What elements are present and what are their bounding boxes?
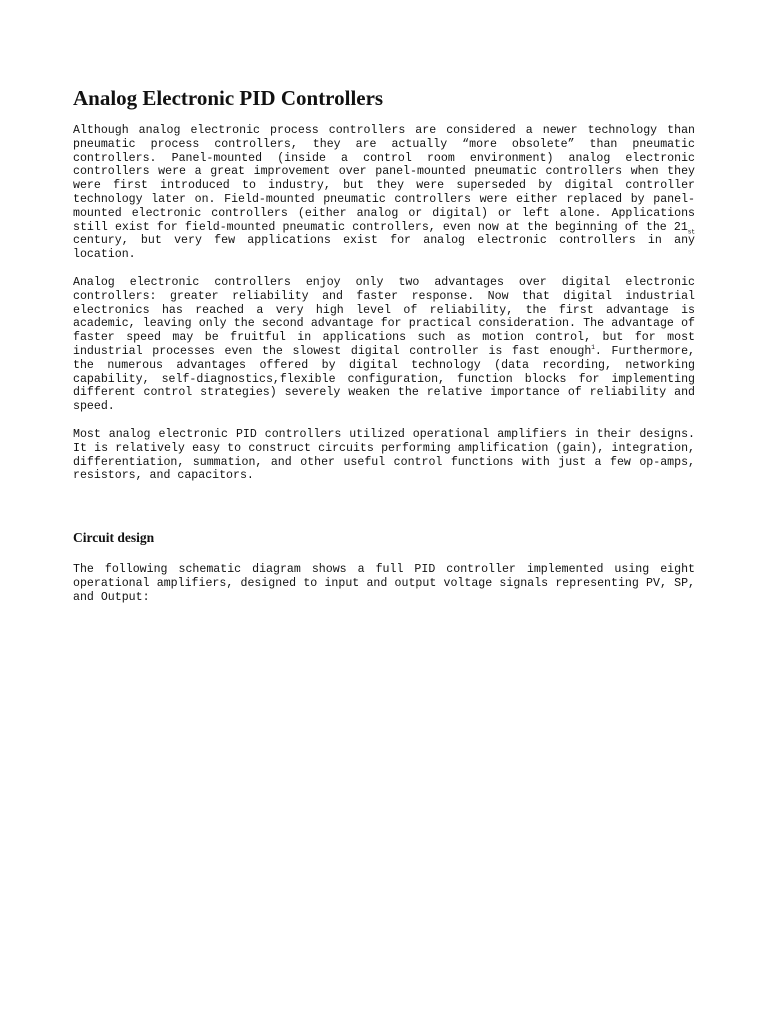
paragraph-intro [73, 124, 695, 262]
paragraph-opamps: Most analog electronic PID controllers utilized operational amplifiers in their designs. It is relatively easy to construct circuits performing amplification (gain), integration, differentiation, summation, and other useful control functions with just a few op-amps, resistors, and capacitors. [73, 427, 695, 483]
section-heading: Circuit design [73, 530, 155, 546]
paragraph-intro-end: century, but very few applications exist for analog electronic controllers in any location. [73, 234, 695, 262]
paragraph-advantages [73, 276, 695, 414]
page-title: Analog Electronic PID Controllers [73, 86, 384, 110]
footnote-marker: 1 [591, 344, 595, 352]
paragraph-schematic-intro: The following schematic diagram shows a full PID controller implemented using eight operational amplifiers, designed to input and output voltage signals representing PV, SP, and Output: [73, 563, 695, 604]
ordinal-suffix: st [687, 227, 695, 235]
document-body [73, 85, 695, 619]
paragraph-intro-text: Although analog electronic process controllers are considered a newer technology than pneumatic process controllers, they are actually “more obsolete” than pneumatic controllers. Panel-mounted (inside a control room environment) analog electronic controllers were a great improvement over panel-mounted pneumatic controllers when they were first introduced to industry, but they were superseded by digital controller technology later on. Field-mounted pneumatic controllers were either replaced by panel-mounted electronic controllers (either analog or digital) or left alone. Applications still exist for field-mounted pneumatic controllers, even now at the beginning of the 21 [73, 124, 695, 234]
paragraph-advantages-text: Analog electronic controllers enjoy only two advantages over digital electronic controllers: greater reliability and faster response. Now that digital industrial electronics has reached a very high level of reliability, the first advantage is academic, leaving only the second advantage for practical consideration. The advantage of faster speed may be fruitful in applications such as motion control, but for most industrial processes even the slowest digital controller is fast enough [73, 275, 695, 358]
paragraph-advantages-end: . Furthermore, the numerous advantages offered by digital technology (data recording, networking capability, self-diagnostics,flexible configuration, function blocks for implementing different control strategies) severely weaken the relative importance of reliability and speed. [73, 344, 695, 414]
